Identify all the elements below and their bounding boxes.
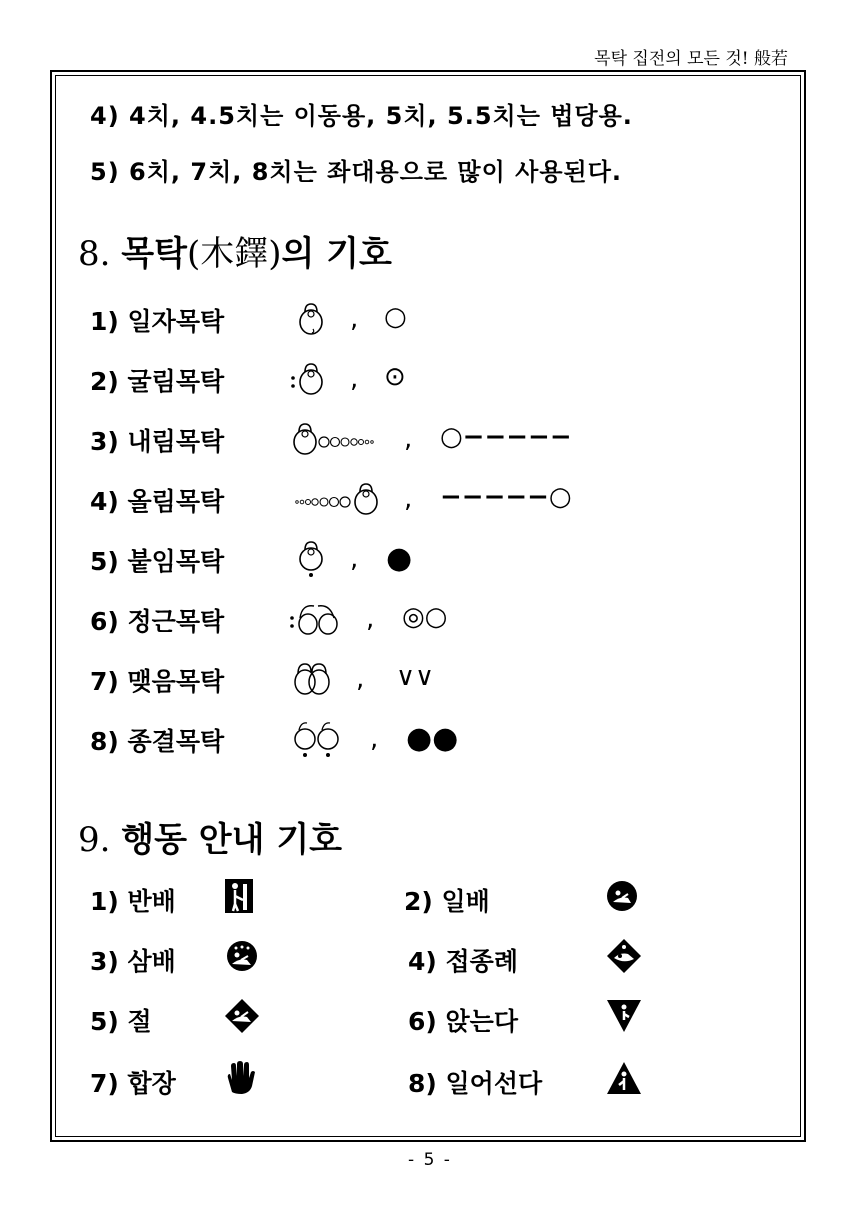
- action-item-5-label: 5) 절: [90, 1007, 152, 1036]
- moktak-roll-icon: [288, 360, 328, 396]
- action-item-4-label: 4) 접종례: [408, 947, 518, 976]
- moktak-item-7-separator: ,: [356, 664, 365, 694]
- moktak-attach-icon: [296, 538, 326, 580]
- moktak-item-4-label: 4) 올림목탁: [90, 487, 225, 516]
- action-item-1-label: 1) 반배: [90, 887, 176, 916]
- moktak-item-1-label: 1) 일자목탁: [90, 307, 225, 336]
- sit-down-icon: [606, 998, 642, 1034]
- section-8-title: [78, 226, 392, 275]
- moktak-ascend-icon: [294, 480, 380, 516]
- prostration-icon: [224, 998, 260, 1034]
- intro-line-4: 4) 4치, 4.5치는 이동용, 5치, 5.5치는 법당용.: [90, 102, 633, 130]
- moktak-descend-icon: [292, 420, 378, 456]
- moktak-item-8-separator: ,: [370, 724, 379, 754]
- triple-bow-icon: [226, 940, 258, 972]
- moktak-item-3-symbol: ○−−−−−: [440, 422, 572, 452]
- moktak-item-8-symbol: ●●: [406, 721, 459, 756]
- moktak-close-icon: [292, 660, 332, 696]
- section-8-title-hanja: (木鐸): [186, 234, 282, 274]
- moktak-item-2-symbol: ⊙: [384, 362, 406, 392]
- half-bow-icon: [224, 878, 254, 914]
- moktak-item-3-label: 3) 내림목탁: [90, 427, 225, 456]
- moktak-chant-icon: [288, 600, 344, 636]
- action-item-6-label: 6) 앉는다: [408, 1007, 518, 1036]
- moktak-item-6-symbol: ◎○: [402, 602, 448, 632]
- stand-up-icon: [606, 1060, 642, 1096]
- moktak-item-7-symbol: ∨∨: [396, 662, 435, 692]
- moktak-item-5-symbol: ●: [386, 541, 413, 576]
- section-9-number: 9.: [78, 820, 111, 860]
- moktak-item-5-separator: ,: [350, 544, 359, 574]
- single-bow-icon: [606, 880, 638, 912]
- page-header: 목탁 집전의 모든 것! 般若: [594, 49, 788, 69]
- section-9-title-text: 행동 안내 기호: [121, 820, 343, 860]
- palms-together-icon: [224, 1060, 258, 1096]
- page-number: - 5 -: [408, 1150, 452, 1170]
- bell-ritual-icon: [606, 938, 642, 974]
- section-8-number: 8.: [78, 234, 111, 274]
- moktak-end-icon: [292, 718, 342, 760]
- moktak-item-2-label: 2) 굴림목탁: [90, 367, 225, 396]
- moktak-item-1-symbol: ○: [384, 302, 407, 332]
- action-item-7-label: 7) 합장: [90, 1069, 176, 1098]
- moktak-item-4-symbol: −−−−−○: [440, 482, 572, 512]
- moktak-item-1-separator: ,: [350, 304, 359, 334]
- section-9-title: [78, 812, 342, 861]
- moktak-single-icon: [296, 300, 326, 336]
- moktak-item-8-label: 8) 종결목탁: [90, 727, 225, 756]
- moktak-item-4-separator: ,: [404, 484, 413, 514]
- moktak-item-3-separator: ,: [404, 424, 413, 454]
- moktak-item-2-separator: ,: [350, 364, 359, 394]
- action-item-2-label: 2) 일배: [404, 887, 490, 916]
- moktak-item-6-label: 6) 정근목탁: [90, 607, 225, 636]
- intro-line-5: 5) 6치, 7치, 8치는 좌대용으로 많이 사용된다.: [90, 158, 623, 186]
- section-8-title-prefix: 목탁: [121, 234, 187, 274]
- moktak-item-7-label: 7) 맺음목탁: [90, 667, 225, 696]
- action-item-3-label: 3) 삼배: [90, 947, 176, 976]
- moktak-item-5-label: 5) 붙임목탁: [90, 547, 225, 576]
- action-item-8-label: 8) 일어선다: [408, 1069, 543, 1098]
- moktak-item-6-separator: ,: [366, 604, 375, 634]
- section-8-title-suffix: 의 기호: [281, 234, 392, 274]
